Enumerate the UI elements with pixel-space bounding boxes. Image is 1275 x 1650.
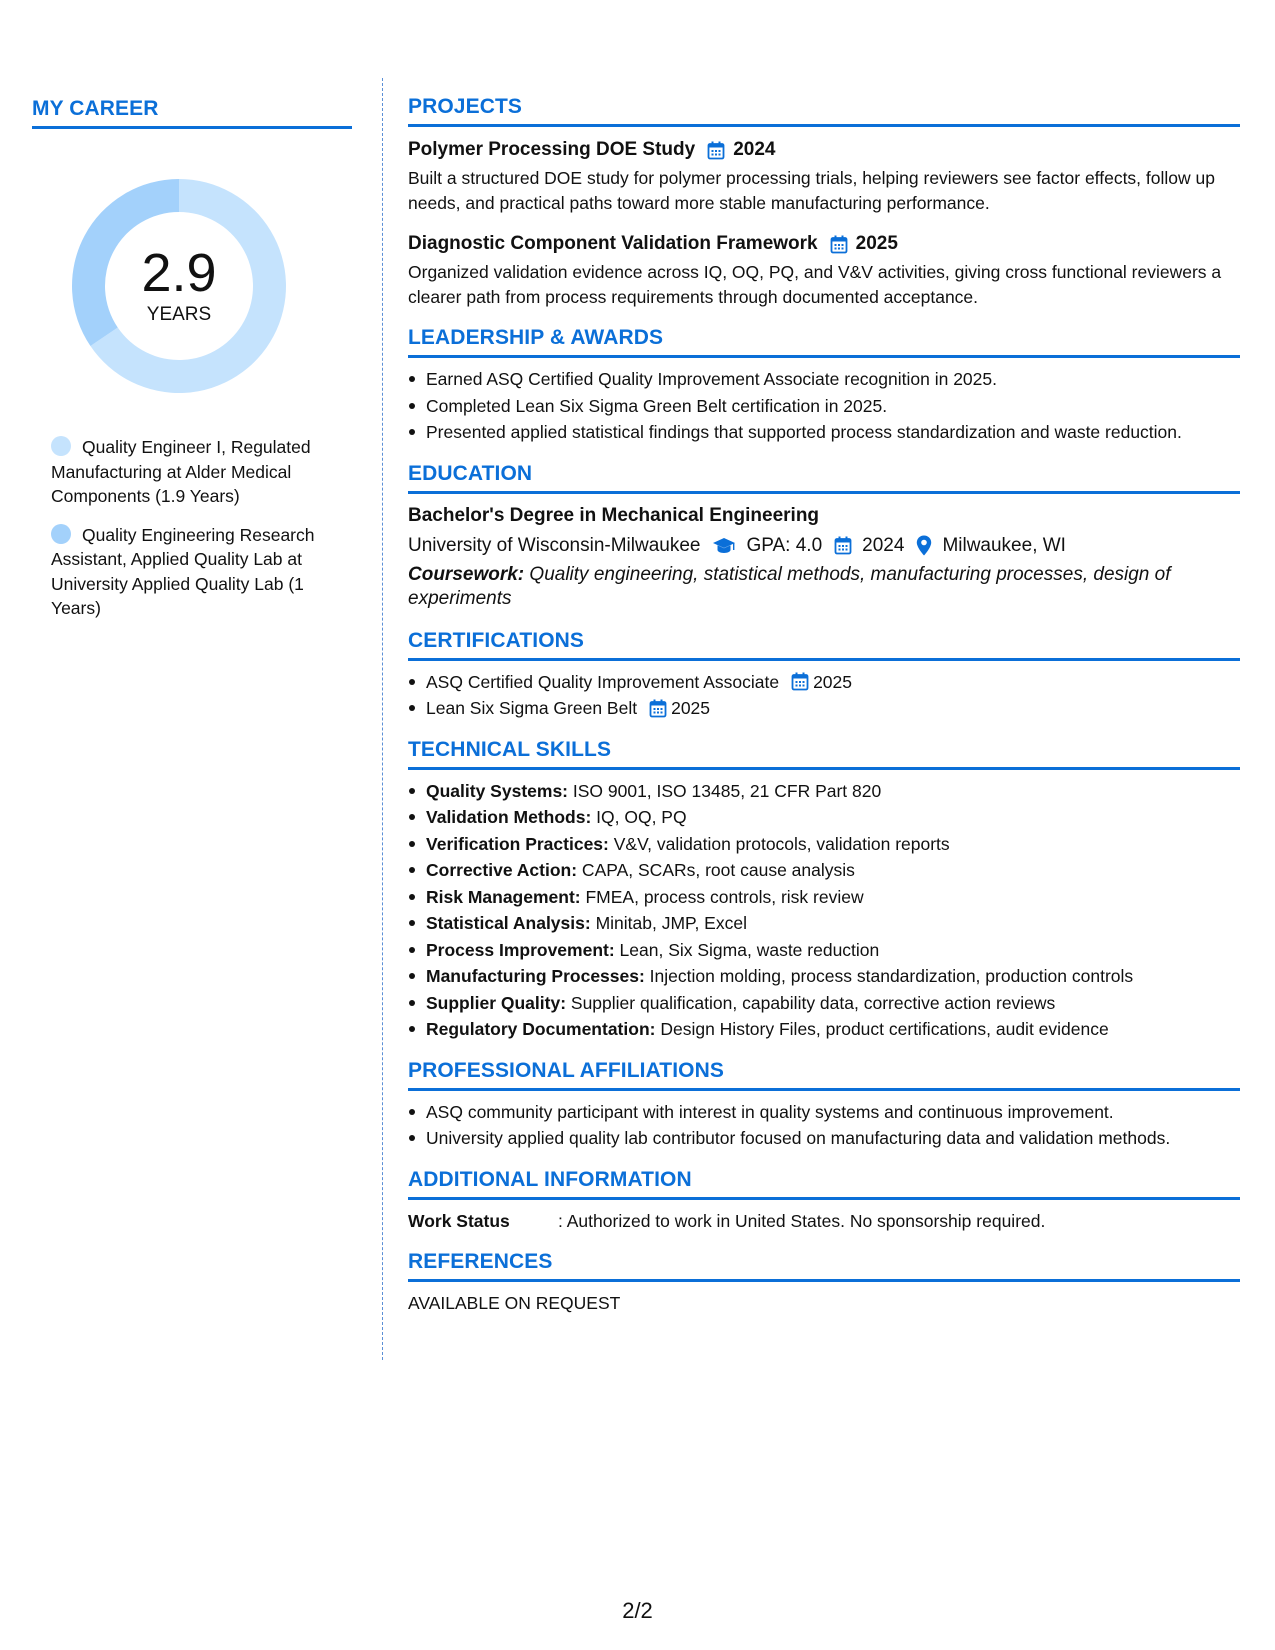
legend-item bbox=[51, 523, 341, 621]
skill-item bbox=[408, 991, 1240, 1016]
calendar-icon bbox=[707, 141, 725, 160]
section-rule bbox=[408, 1197, 1240, 1200]
project-name: Polymer Processing DOE Study bbox=[408, 139, 696, 160]
skill-value: CAPA, SCARs, root cause analysis bbox=[577, 860, 855, 880]
projects-section bbox=[408, 94, 1240, 309]
list-item: University applied quality lab contributor focused on manufacturing data and validation methods. bbox=[408, 1126, 1240, 1151]
legend-item bbox=[51, 435, 341, 509]
list-item: Earned ASQ Certified Quality Improvement Associate recognition in 2025. bbox=[408, 367, 1240, 392]
skill-label: Corrective Action: bbox=[426, 860, 578, 880]
skill-item bbox=[408, 1017, 1240, 1042]
skill-label: Statistical Analysis: bbox=[426, 913, 591, 933]
skill-item bbox=[408, 964, 1240, 989]
section-rule bbox=[408, 355, 1240, 358]
section-rule bbox=[408, 491, 1240, 494]
list-item: Completed Lean Six Sigma Green Belt certification in 2025. bbox=[408, 394, 1240, 419]
skill-item bbox=[408, 779, 1240, 804]
certifications-list bbox=[408, 670, 1240, 721]
education-title: EDUCATION bbox=[408, 461, 533, 485]
skill-item bbox=[408, 858, 1240, 883]
career-legend bbox=[32, 435, 352, 621]
career-title-rule bbox=[32, 126, 352, 129]
certification-name: Lean Six Sigma Green Belt bbox=[426, 698, 638, 718]
list-item bbox=[408, 696, 1240, 721]
skill-label: Process Improvement: bbox=[426, 939, 615, 960]
skill-value: Injection molding, process standardization, production controls bbox=[644, 966, 1134, 986]
skill-value: IQ, OQ, PQ bbox=[591, 807, 687, 827]
map-pin-icon bbox=[916, 535, 932, 556]
list-item: ASQ community participant with interest in quality systems and continuous improvement. bbox=[408, 1100, 1240, 1125]
legend-label: Quality Engineer I, Regulated Manufacturing at Alder Medical Components (1.9 Years) bbox=[51, 437, 311, 506]
project-year: 2024 bbox=[733, 139, 776, 160]
coursework bbox=[408, 563, 1240, 612]
leadership-list bbox=[408, 367, 1240, 445]
project-heading bbox=[408, 231, 1240, 257]
references-section bbox=[408, 1249, 1240, 1316]
leadership-section bbox=[408, 325, 1240, 445]
education-details bbox=[408, 533, 1240, 559]
skill-value: Lean, Six Sigma, waste reduction bbox=[614, 939, 880, 960]
affiliations-title: PROFESSIONAL AFFILIATIONS bbox=[408, 1058, 724, 1082]
skill-item bbox=[408, 938, 1240, 963]
affiliations-list bbox=[408, 1100, 1240, 1151]
work-status-row bbox=[408, 1209, 1240, 1234]
total-years-unit: YEARS bbox=[146, 304, 212, 325]
page-number: 2/2 bbox=[622, 1598, 653, 1623]
certification-year: 2025 bbox=[671, 698, 711, 718]
project-name: Diagnostic Component Validation Framework bbox=[408, 233, 818, 254]
career-donut-chart bbox=[66, 173, 292, 399]
projects-title: PROJECTS bbox=[408, 95, 522, 118]
section-rule bbox=[408, 124, 1240, 127]
project-description: Organized validation evidence across IQ, OQ, PQ, and V&V activities, giving cross functional reviewers a clearer path from process requirements through documented acceptance. bbox=[408, 262, 1222, 307]
legend-dot bbox=[51, 436, 71, 456]
calendar-icon bbox=[834, 536, 852, 555]
additional-info-section bbox=[408, 1167, 1240, 1234]
skill-item bbox=[408, 805, 1240, 830]
skill-value: V&V, validation protocols, validation reports bbox=[608, 833, 950, 854]
skill-value: ISO 9001, ISO 13485, 21 CFR Part 820 bbox=[568, 780, 882, 801]
references-text: AVAILABLE ON REQUEST bbox=[408, 1293, 621, 1313]
certification-year: 2025 bbox=[813, 671, 852, 692]
skill-label: Validation Methods: bbox=[426, 807, 592, 827]
certifications-section bbox=[408, 628, 1240, 721]
skill-label: Manufacturing Processes: bbox=[426, 966, 645, 986]
education-section bbox=[408, 461, 1240, 612]
project-year: 2025 bbox=[855, 233, 898, 254]
donut-center bbox=[66, 173, 292, 399]
section-rule bbox=[408, 767, 1240, 770]
references-title: REFERENCES bbox=[408, 1250, 553, 1273]
section-rule bbox=[408, 1088, 1240, 1091]
legend-dot bbox=[51, 524, 71, 544]
total-years-value: 2.9 bbox=[141, 243, 217, 303]
main-content bbox=[408, 94, 1240, 1332]
graduation-year: 2024 bbox=[862, 534, 905, 556]
skill-item bbox=[408, 911, 1240, 936]
skill-value: Minitab, JMP, Excel bbox=[590, 913, 747, 933]
skill-value: Supplier qualification, capability data, corrective action reviews bbox=[566, 992, 1056, 1013]
skills-list bbox=[408, 779, 1240, 1042]
skill-label: Risk Management: bbox=[426, 886, 581, 907]
column-divider bbox=[382, 78, 383, 1360]
skill-value: FMEA, process controls, risk review bbox=[580, 886, 864, 907]
affiliations-section bbox=[408, 1058, 1240, 1151]
coursework-text: Quality engineering, statistical methods, manufacturing processes, design of experiments bbox=[408, 563, 1171, 609]
work-status-value: : Authorized to work in United States. No sponsorship required. bbox=[558, 1210, 1046, 1231]
skill-label: Quality Systems: bbox=[426, 780, 568, 801]
certifications-title: CERTIFICATIONS bbox=[408, 628, 585, 652]
skill-item bbox=[408, 885, 1240, 910]
school-name: University of Wisconsin-Milwaukee bbox=[408, 534, 701, 556]
calendar-icon bbox=[649, 699, 667, 718]
calendar-icon bbox=[791, 672, 809, 691]
gpa: GPA: 4.0 bbox=[746, 534, 823, 556]
skill-value: Design History Files, product certifications, audit evidence bbox=[655, 1019, 1109, 1039]
degree-name: Bachelor's Degree in Mechanical Engineering bbox=[408, 504, 820, 526]
graduation-cap-icon bbox=[712, 537, 736, 555]
skill-label: Supplier Quality: bbox=[426, 992, 567, 1013]
coursework-label: Coursework: bbox=[408, 563, 525, 585]
section-rule bbox=[408, 1279, 1240, 1282]
certification-name: ASQ Certified Quality Improvement Associate bbox=[426, 671, 780, 692]
skill-label: Verification Practices: bbox=[426, 833, 609, 854]
school-location: Milwaukee, WI bbox=[942, 534, 1066, 556]
career-section-title: MY CAREER bbox=[32, 97, 159, 120]
list-item bbox=[408, 670, 1240, 695]
legend-label: Quality Engineering Research Assistant, Applied Quality Lab at University Applied Quality Lab (1 Years) bbox=[51, 524, 315, 618]
skill-label: Regulatory Documentation: bbox=[426, 1019, 656, 1039]
list-item: Presented applied statistical findings that supported process standardization and waste reduction. bbox=[408, 420, 1240, 445]
sidebar bbox=[32, 96, 352, 635]
skills-section bbox=[408, 737, 1240, 1042]
leadership-title: LEADERSHIP & AWARDS bbox=[408, 326, 664, 349]
work-status-label: Work Status bbox=[408, 1210, 510, 1231]
project-heading bbox=[408, 137, 1240, 163]
additional-info-title: ADDITIONAL INFORMATION bbox=[408, 1167, 692, 1191]
project-description: Built a structured DOE study for polymer processing trials, helping reviewers see factor effects, follow up needs, and practical paths toward more stable manufacturing performance. bbox=[408, 168, 1215, 213]
calendar-icon bbox=[830, 235, 848, 254]
section-rule bbox=[408, 658, 1240, 661]
skill-item bbox=[408, 832, 1240, 857]
skills-title: TECHNICAL SKILLS bbox=[408, 737, 612, 761]
